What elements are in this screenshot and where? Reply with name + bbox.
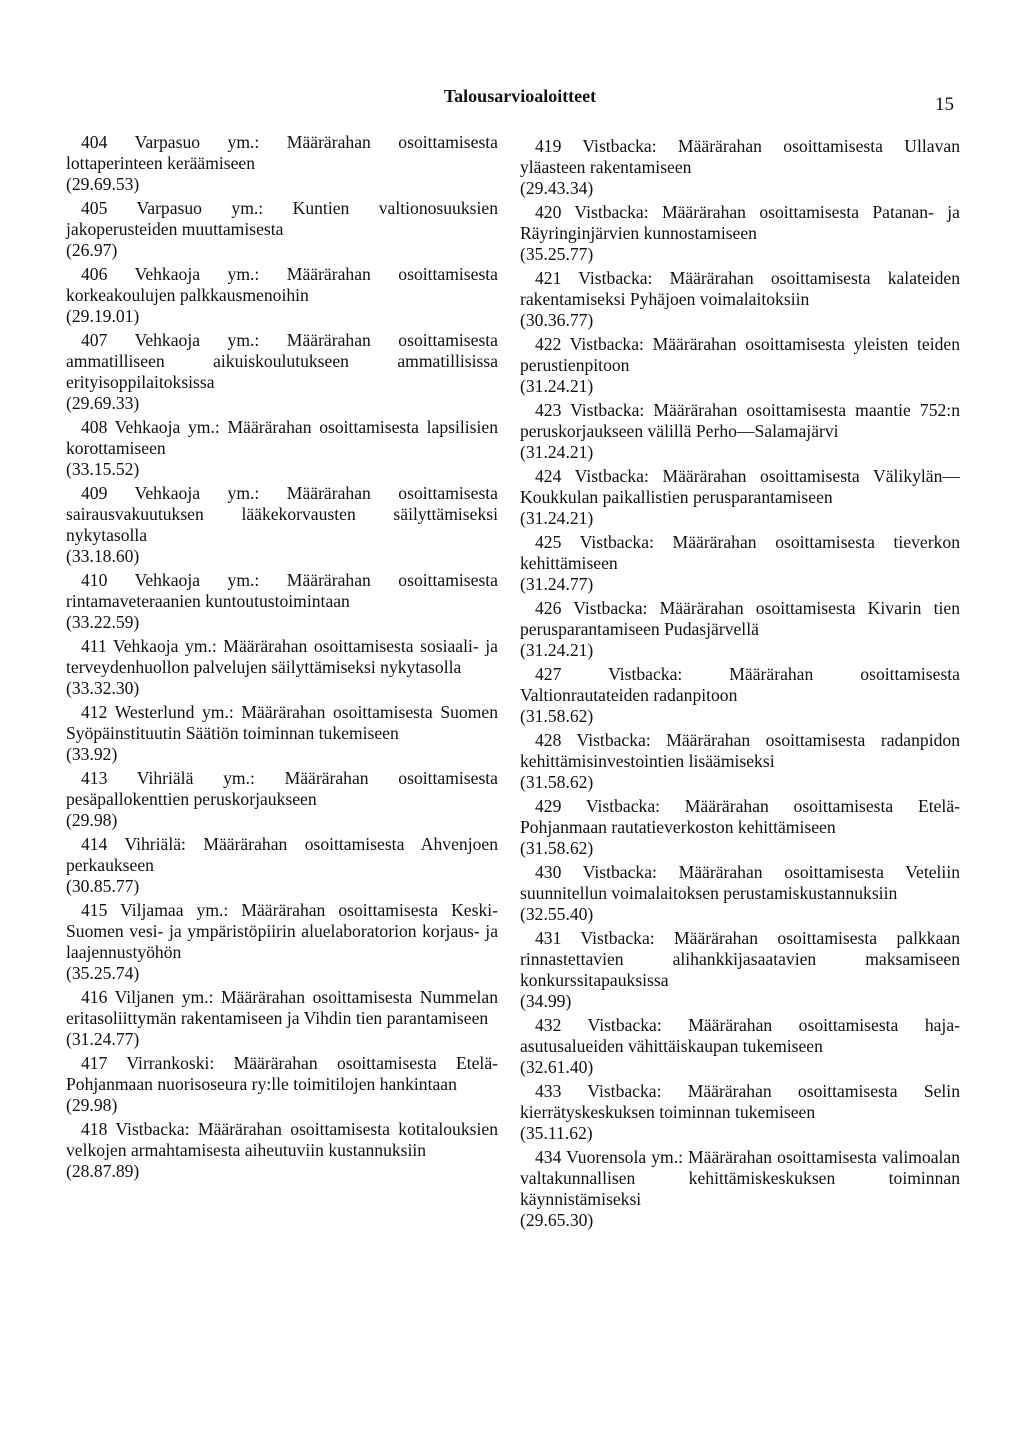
entry-text: 405 Varpasuo ym.: Kuntien valtionosuuksien jakoperusteiden muuttamisesta bbox=[66, 198, 498, 239]
entry-text: 422 Vistbacka: Määrärahan osoittamisesta yleisten teiden perustienpitoon bbox=[520, 334, 960, 375]
entry-text: 416 Viljanen ym.: Määrärahan osoittamisesta Nummelan eritasoliittymän rakentamiseen ja Vihdin tien parantamiseen bbox=[66, 987, 498, 1028]
entry-text: 417 Virrankoski: Määrärahan osoittamisesta Etelä-Pohjanmaan nuorisoseura ry:lle toimitilojen hankintaan bbox=[66, 1053, 498, 1094]
entry-text: 432 Vistbacka: Määrärahan osoittamisesta haja-asutusalueiden vähittäiskaupan tukemiseen bbox=[520, 1015, 960, 1056]
entry-text: 420 Vistbacka: Määrärahan osoittamisesta Patanan- ja Räyringinjärvien kunnostamiseen bbox=[520, 202, 960, 243]
entry-414 bbox=[66, 834, 498, 897]
entry-text: 428 Vistbacka: Määrärahan osoittamisesta radanpidon kehittämisinvestointien lisäämiseksi bbox=[520, 730, 960, 771]
entry-430 bbox=[520, 862, 960, 925]
entry-code: (33.32.30) bbox=[66, 678, 140, 698]
entry-code: (31.24.21) bbox=[520, 442, 594, 462]
entry-text: 414 Vihriälä: Määrärahan osoittamisesta Ahvenjoen perkaukseen bbox=[66, 834, 498, 875]
entry-text: 410 Vehkaoja ym.: Määrärahan osoittamisesta rintamaveteraanien kuntoutustoimintaan bbox=[66, 570, 498, 611]
entry-text: 412 Westerlund ym.: Määrärahan osoittamisesta Suomen Syöpäinstituutin Säätiön toiminnan tukemiseen bbox=[66, 702, 498, 743]
entry-code: (29.65.30) bbox=[520, 1210, 594, 1230]
entry-416 bbox=[66, 987, 498, 1050]
entry-code: (29.19.01) bbox=[66, 306, 140, 326]
entry-423 bbox=[520, 400, 960, 463]
entry-text: 409 Vehkaoja ym.: Määrärahan osoittamisesta sairausvakuutuksen lääkekorvausten säilyttämiseksi nykytasolla bbox=[66, 483, 498, 545]
entry-code: (29.98) bbox=[66, 1095, 118, 1115]
entry-431 bbox=[520, 928, 960, 1012]
entry-411 bbox=[66, 636, 498, 699]
entry-424 bbox=[520, 466, 960, 529]
entry-code: (31.58.62) bbox=[520, 706, 594, 726]
entry-text: 413 Vihriälä ym.: Määrärahan osoittamisesta pesäpallokenttien peruskorjaukseen bbox=[66, 768, 498, 809]
entry-code: (31.24.21) bbox=[520, 508, 594, 528]
entry-text: 429 Vistbacka: Määrärahan osoittamisesta Etelä-Pohjanmaan rautatieverkoston kehittämiseen bbox=[520, 796, 960, 837]
entry-code: (32.55.40) bbox=[520, 904, 594, 924]
entry-text: 408 Vehkaoja ym.: Määrärahan osoittamisesta lapsilisien korottamiseen bbox=[66, 417, 498, 458]
entry-434 bbox=[520, 1147, 960, 1231]
entry-code: (33.92) bbox=[66, 744, 118, 764]
entry-text: 411 Vehkaoja ym.: Määrärahan osoittamisesta sosiaali- ja terveydenhuollon palvelujen säilyttämiseksi nykytasolla bbox=[66, 636, 498, 677]
entry-425 bbox=[520, 532, 960, 595]
entry-code: (26.97) bbox=[66, 240, 118, 260]
entry-432 bbox=[520, 1015, 960, 1078]
entry-427 bbox=[520, 664, 960, 727]
entry-419 bbox=[520, 136, 960, 199]
entry-417 bbox=[66, 1053, 498, 1116]
entry-code: (33.22.59) bbox=[66, 612, 140, 632]
entry-code: (29.43.34) bbox=[520, 178, 594, 198]
entry-text: 418 Vistbacka: Määrärahan osoittamisesta kotitalouksien velkojen armahtamisesta aiheutuviin kustannuksiin bbox=[66, 1119, 498, 1160]
entry-text: 407 Vehkaoja ym.: Määrärahan osoittamisesta ammatilliseen aikuiskoulutukseen ammatillisissa erityisoppilaitoksissa bbox=[66, 330, 498, 392]
right-column bbox=[520, 136, 960, 1234]
page-header bbox=[0, 86, 1024, 116]
entry-code: (31.24.21) bbox=[520, 376, 594, 396]
entry-code: (31.24.21) bbox=[520, 640, 594, 660]
entry-code: (35.25.74) bbox=[66, 963, 140, 983]
entry-text: 427 Vistbacka: Määrärahan osoittamisesta Valtionrautateiden radanpitoon bbox=[520, 664, 960, 705]
entry-418 bbox=[66, 1119, 498, 1182]
entry-code: (35.11.62) bbox=[520, 1123, 593, 1143]
entry-426 bbox=[520, 598, 960, 661]
entry-code: (31.24.77) bbox=[520, 574, 594, 594]
entry-405 bbox=[66, 198, 498, 261]
entry-text: 426 Vistbacka: Määrärahan osoittamisesta Kivarin tien perusparantamiseen Pudasjärvellä bbox=[520, 598, 960, 639]
entry-text: 423 Vistbacka: Määrärahan osoittamisesta maantie 752:n peruskorjaukseen välillä Perho—Salamajärvi bbox=[520, 400, 960, 441]
entry-text: 425 Vistbacka: Määrärahan osoittamisesta tieverkon kehittämiseen bbox=[520, 532, 960, 573]
entry-code: (29.69.53) bbox=[66, 174, 140, 194]
entry-406 bbox=[66, 264, 498, 327]
entry-404 bbox=[66, 132, 498, 195]
entry-415 bbox=[66, 900, 498, 984]
entry-code: (30.36.77) bbox=[520, 310, 594, 330]
left-column bbox=[66, 132, 498, 1185]
entry-text: 433 Vistbacka: Määrärahan osoittamisesta Selin kierrätyskeskuksen toiminnan tukemiseen bbox=[520, 1081, 960, 1122]
running-title: Talousarvioaloitteet bbox=[443, 86, 597, 106]
entry-text: 421 Vistbacka: Määrärahan osoittamisesta kalateiden rakentamiseksi Pyhäjoen voimalaitoksiin bbox=[520, 268, 960, 309]
page-number: 15 bbox=[935, 94, 954, 115]
entry-429 bbox=[520, 796, 960, 859]
entry-code: (35.25.77) bbox=[520, 244, 594, 264]
entry-text: 434 Vuorensola ym.: Määrärahan osoittamisesta valimoalan valtakunnallisen kehittämiskeskuksen toiminnan käynnistämiseksi bbox=[520, 1147, 960, 1209]
entry-code: (30.85.77) bbox=[66, 876, 140, 896]
entry-code: (31.24.77) bbox=[66, 1029, 140, 1049]
entry-text: 430 Vistbacka: Määrärahan osoittamisesta Veteliin suunnitellun voimalaitoksen perustamiskustannuksiin bbox=[520, 862, 960, 903]
entry-420 bbox=[520, 202, 960, 265]
entry-428 bbox=[520, 730, 960, 793]
entry-text: 404 Varpasuo ym.: Määrärahan osoittamisesta lottaperinteen keräämiseen bbox=[66, 132, 498, 173]
entry-code: (28.87.89) bbox=[66, 1161, 140, 1181]
entry-text: 424 Vistbacka: Määrärahan osoittamisesta Välikylän—Koukkulan paikallistien perusparantamiseen bbox=[520, 466, 960, 507]
entry-code: (29.69.33) bbox=[66, 393, 140, 413]
entry-422 bbox=[520, 334, 960, 397]
entry-412 bbox=[66, 702, 498, 765]
entry-text: 415 Viljamaa ym.: Määrärahan osoittamisesta Keski-Suomen vesi- ja ympäristöpiirin aluelaboratorion korjaus- ja laajennustyöhön bbox=[66, 900, 498, 962]
entry-code: (31.58.62) bbox=[520, 772, 594, 792]
entry-text: 419 Vistbacka: Määrärahan osoittamisesta Ullavan yläasteen rakentamiseen bbox=[520, 136, 960, 177]
entry-text: 431 Vistbacka: Määrärahan osoittamisesta palkkaan rinnastettavien alihankkijasaatavien maksamiseen konkurssitapauksissa bbox=[520, 928, 960, 990]
entry-code: (33.15.52) bbox=[66, 459, 140, 479]
entry-413 bbox=[66, 768, 498, 831]
entry-433 bbox=[520, 1081, 960, 1144]
entry-code: (34.99) bbox=[520, 991, 572, 1011]
entry-code: (32.61.40) bbox=[520, 1057, 594, 1077]
entry-code: (31.58.62) bbox=[520, 838, 594, 858]
entry-code: (33.18.60) bbox=[66, 546, 140, 566]
entry-410 bbox=[66, 570, 498, 633]
entry-409 bbox=[66, 483, 498, 567]
entry-421 bbox=[520, 268, 960, 331]
entry-text: 406 Vehkaoja ym.: Määrärahan osoittamisesta korkeakoulujen palkkausmenoihin bbox=[66, 264, 498, 305]
entry-408 bbox=[66, 417, 498, 480]
entry-code: (29.98) bbox=[66, 810, 118, 830]
entry-407 bbox=[66, 330, 498, 414]
